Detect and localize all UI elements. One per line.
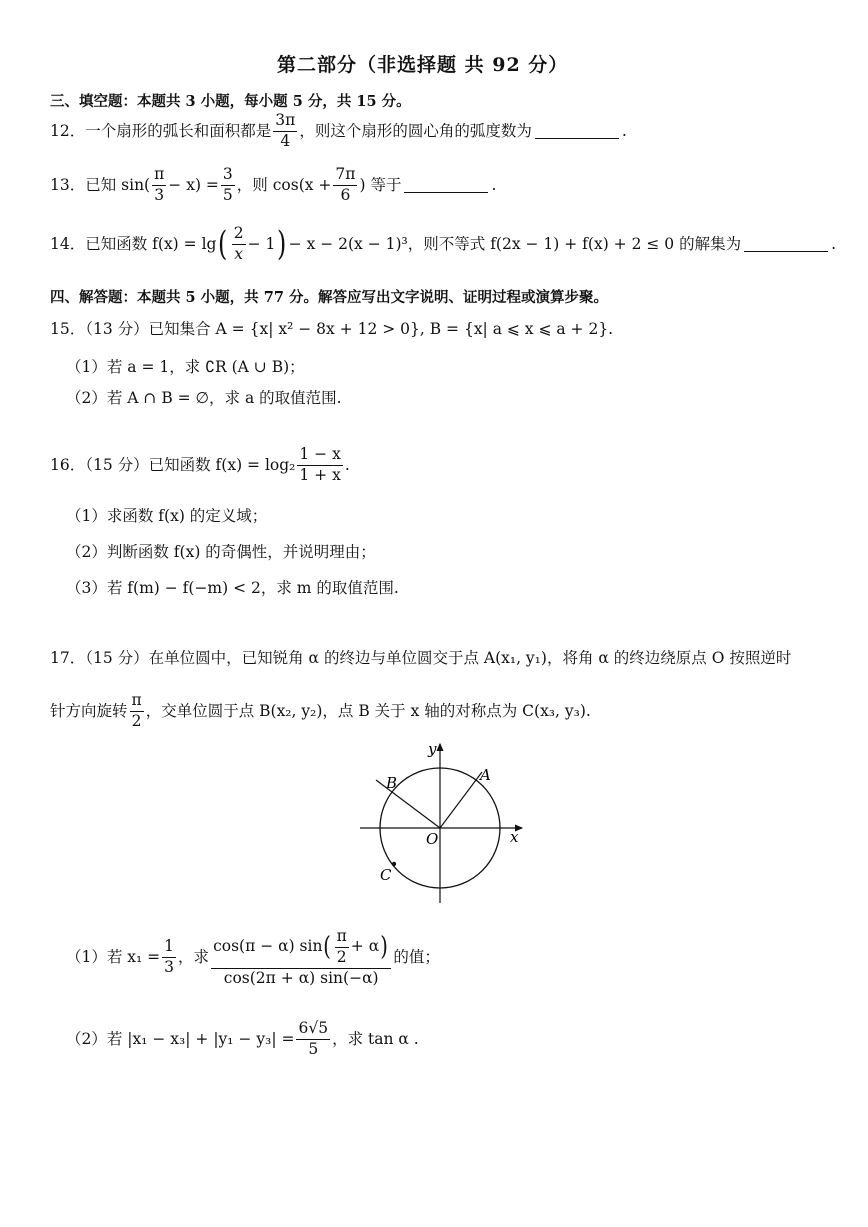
q14-text-c: − x − 2(x − 1)³，则不等式 f(2x − 1) + f(x) + 2 ≤ 0 的解集为	[288, 234, 742, 253]
q17-p1-fnum: 1	[162, 938, 176, 958]
unit-circle-figure	[360, 738, 540, 906]
q17-p1-big-num	[211, 928, 391, 969]
q15-stem: 15．（13 分）已知集合 A = {x| x² − 8x + 12 > 0}, B = {x| a ⩽ x ⩽ a + 2}.	[50, 320, 614, 338]
q17-part-2	[66, 1020, 419, 1059]
q17-rotation-fraction	[130, 692, 144, 731]
q14-answer-blank	[744, 237, 828, 252]
question-16-stem	[50, 446, 350, 485]
q14-right-paren: )	[277, 224, 287, 265]
q13-fraction-1	[152, 166, 166, 205]
q13-text-b: − x) =	[168, 175, 219, 194]
q17-p1-fden: 3	[164, 958, 175, 977]
section4-heading: 四、解答题：本题共 5 小题，共 77 分。解答应写出文字说明、证明过程或演算步聚。	[50, 289, 608, 306]
q13-f1-num: π	[152, 166, 166, 186]
q12-text-b: ，则这个扇形的圆心角的弧度数为	[299, 121, 532, 140]
q12-number: 12．	[50, 121, 86, 140]
q13-f2-den: 5	[222, 185, 233, 204]
q17-p1-big-den: cos(2π + α) sin(−α)	[223, 968, 379, 987]
q17-p1-a: （1）若 x₁ =	[66, 947, 161, 966]
point-c	[392, 862, 396, 866]
q13-fraction-3	[333, 166, 357, 205]
q17-stem2-a: 针方向旋转	[50, 701, 128, 720]
q12-fraction	[273, 112, 297, 151]
q13-f3-den: 6	[340, 185, 351, 204]
q17-p2-a: （2）若 |x₁ − x₃| + |y₁ − y₃| =	[66, 1029, 295, 1048]
q17-p1-in-den: 2	[336, 947, 347, 966]
q16-stem-end: .	[344, 455, 350, 474]
q17-stem2-b: ，交单位圆于点 B(x₂, y₂)，点 B 关于 x 轴的对称点为 C(x₃, y₃).	[145, 701, 591, 720]
point-b-label: B	[386, 774, 398, 792]
y-axis-label: y	[428, 740, 437, 758]
q17-part-1	[66, 928, 440, 987]
q15-part-2: （2）若 A ∩ B = ∅，求 a 的取值范围.	[66, 389, 342, 407]
q17-p1-paren-r: )	[380, 932, 389, 963]
q16-fraction	[297, 446, 342, 485]
q14-text-b: − 1	[247, 234, 276, 253]
q16-part-2: （2）判断函数 f(x) 的奇偶性，并说明理由；	[66, 543, 376, 561]
origin-label: O	[426, 830, 439, 848]
question-12	[50, 112, 627, 151]
q12-frac-num: 3π	[273, 112, 297, 132]
q17-p1-num-a: cos(π − α) sin	[213, 937, 323, 956]
question-13	[50, 166, 496, 205]
question-14	[50, 225, 836, 264]
q17-p1-c: 的值；	[393, 947, 440, 966]
q14-fraction	[232, 225, 246, 264]
q14-f-num: 2	[232, 225, 246, 245]
q16-part-1: （1）求函数 f(x) 的定义域；	[66, 507, 268, 525]
q15-part-1: （1）若 a = 1，求 ∁R (A ∪ B)；	[66, 358, 305, 376]
q17-p2-fden: 5	[308, 1039, 319, 1058]
q13-f1-den: 3	[154, 185, 165, 204]
section3-heading: 三、填空题：本题共 3 小题，每小题 5 分，共 15 分。	[50, 93, 411, 110]
q12-end: .	[621, 121, 627, 140]
q17-rot-den: 2	[131, 711, 142, 730]
q12-text-a: 一个扇形的弧长和面积都是	[85, 121, 272, 140]
q17-p2-fraction	[296, 1020, 330, 1059]
q17-p2-b: ，求 tan α .	[332, 1029, 419, 1048]
q13-fraction-2	[221, 166, 235, 205]
q13-text-a: 已知 sin(	[85, 175, 151, 194]
q14-end: .	[831, 234, 837, 253]
ray-oa	[440, 772, 482, 828]
q13-f3-num: 7π	[333, 166, 357, 186]
q13-text-c: ，则 cos(x +	[236, 175, 332, 194]
q13-number: 13．	[50, 175, 86, 194]
q16-f-num: 1 − x	[297, 446, 342, 466]
x-axis-label: x	[510, 828, 519, 846]
q17-stem-line-2	[50, 692, 591, 731]
q17-p1-b: ，求	[178, 947, 210, 966]
q14-f-den: x	[234, 244, 244, 263]
point-c-label: C	[380, 866, 392, 884]
q17-p1-in-num: π	[335, 928, 349, 948]
q13-f2-num: 3	[221, 166, 235, 186]
q13-text-d: ) 等于	[359, 175, 402, 194]
q17-p1-paren-l: (	[323, 932, 332, 963]
q17-p1-inner-fraction	[335, 928, 349, 967]
q17-p1-big-fraction	[211, 928, 391, 987]
q17-stem-line-1: 17．（15 分）在单位圆中，已知锐角 α 的终边与单位圆交于点 A(x₁, y₁)，将角 α 的终边绕原点 O 按照逆时	[50, 649, 792, 667]
point-a-label: A	[480, 766, 491, 784]
q12-answer-blank	[535, 124, 619, 139]
q14-text-a: 已知函数 f(x) = lg	[85, 234, 217, 253]
q17-p1-num-b: + α	[350, 937, 380, 956]
q17-p2-fnum: 6√5	[296, 1020, 330, 1040]
q17-p1-x1-fraction	[162, 938, 176, 977]
q13-end: .	[491, 175, 497, 194]
q12-frac-den: 4	[280, 131, 291, 150]
q14-number: 14．	[50, 234, 86, 253]
q13-answer-blank	[404, 178, 488, 193]
q16-part-3: （3）若 f(m) − f(−m) < 2，求 m 的取值范围.	[66, 579, 399, 597]
q16-stem-a: 16．（15 分）已知函数 f(x) = log₂	[50, 455, 296, 474]
section-title: 第二部分（非选择题 共 92 分）	[277, 54, 569, 76]
q16-f-den: 1 + x	[299, 465, 341, 484]
q17-rot-num: π	[130, 692, 144, 712]
q14-left-paren: (	[218, 224, 228, 265]
